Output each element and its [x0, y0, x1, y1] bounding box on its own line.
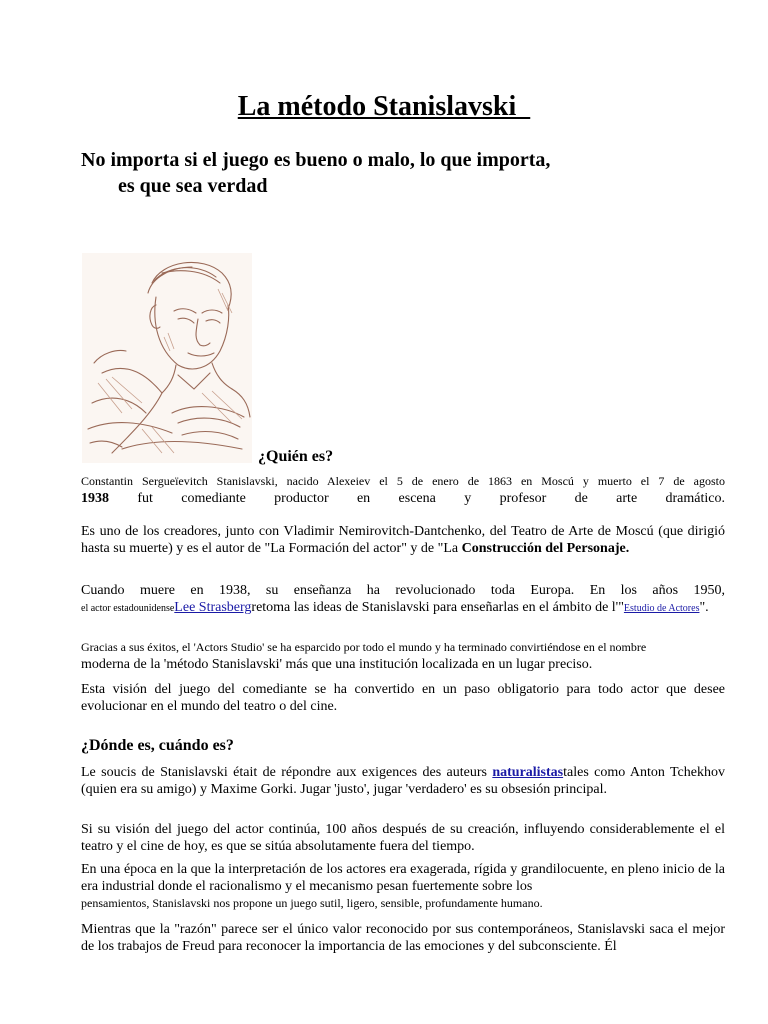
bio-line-1: Constantin Sergueïevitch Stanislavski, nacido Alexeiev el 5 de enero de 1863 en Moscú y muerto el 7 de agosto — [81, 474, 725, 488]
naturalists-text: Le soucis de Stanislavski était de répondre aux exigences des auteurs naturalistastales como Anton Tchekhov (quien era su amigo) y Maxime Gorki. Jugar 'justo', jugar 'verdadero' es su obsesión principal. — [81, 765, 725, 797]
naturalistas-link[interactable]: naturalistas — [492, 765, 564, 780]
page-title: La método Stanislavski — [237, 91, 531, 122]
strasberg-line-1: Cuando muere en 1938, su enseñanza ha revolucionado toda Europa. En los años 1950, — [81, 583, 725, 598]
actors-studio-rest: moderna de la 'método Stanislavski' más que una institución localizada en un lugar preciso. — [81, 657, 593, 672]
stanislavski-portrait-sketch — [82, 253, 252, 463]
vision-text: Esta visión del juego del comediante se ha convertido en un paso obligatorio para todo actor que desee evolucionar en el mundo del teatro o del cine. — [81, 682, 725, 714]
paragraph-era — [81, 861, 725, 912]
creators-text: Es uno de los creadores, junto con Vladimir Nemirovitch-Dantchenko, del Teatro de Arte de Moscú (que dirigió hasta su muerte) y es el autor de "La Formación del actor" y de "La Construcción del Personaje. — [81, 524, 725, 556]
estudio-de-actores-link[interactable]: Estudio de Actores — [623, 603, 700, 614]
subtitle-line-2: es que sea verdad — [118, 175, 268, 197]
timeless-text: Si su visión del juego del actor continúa, 100 años después de su creación, influyendo considerablemente el el teatro y el cine de hoy, es que se sitúa absolutamente fuera del tiempo. — [81, 822, 725, 854]
section-heading-who: ¿Quién es? — [258, 448, 334, 465]
section-heading-where-when: ¿Dónde es, cuándo es? — [81, 737, 234, 754]
subtitle-quote — [81, 147, 681, 199]
strasberg-small: el actor estadounidense — [81, 603, 175, 614]
paragraph-vision — [81, 681, 725, 715]
paragraph-timeless — [81, 821, 725, 855]
paragraph-strasberg — [81, 582, 725, 617]
paragraph-biography — [81, 473, 725, 507]
freud-text: Mientras que la "razón" parece ser el único valor reconocido por sus contemporáneos, Stanislavski saca el mejor de los trabajos de Freud para reconocer la importancia de las emociones y del subconsciente. Él — [81, 922, 725, 954]
strasberg-rest: retoma las ideas de Stanislavski para enseñarlas en el ámbito de l'" — [251, 600, 624, 615]
strasberg-end: ". — [699, 600, 709, 615]
era-small: pensamientos, Stanislavski nos propone un juego sutil, ligero, sensible, profundamente humano. — [81, 896, 543, 910]
subtitle-line-1: No importa si el juego es bueno o malo, lo que importa, — [81, 149, 551, 171]
actors-studio-small: Gracias a sus éxitos, el 'Actors Studio' se ha esparcido por todo el mundo y ha terminado convirtiéndose en el nombre — [81, 640, 647, 654]
creators-bold: Construcción del Personaje. — [461, 541, 630, 556]
bio-line-2 — [81, 490, 725, 507]
paragraph-freud — [81, 921, 725, 955]
strasberg-line-2 — [81, 599, 725, 617]
bio-year: 1938 — [81, 491, 109, 506]
paragraph-naturalists — [81, 764, 725, 798]
paragraph-actors-studio — [81, 639, 725, 673]
bio-line-2-text: fut comediante productor en escena y profesor de arte dramático. — [109, 491, 725, 506]
era-text: En una época en la que la interpretación de los actores era exagerada, rígida y grandilocuente, en pleno inicio de la era industrial donde el racionalismo y el mecanismo pesan fuertemente sobre los — [81, 862, 725, 894]
paragraph-creators — [81, 523, 725, 557]
lee-strasberg-link[interactable]: Lee Strasberg — [174, 600, 252, 615]
